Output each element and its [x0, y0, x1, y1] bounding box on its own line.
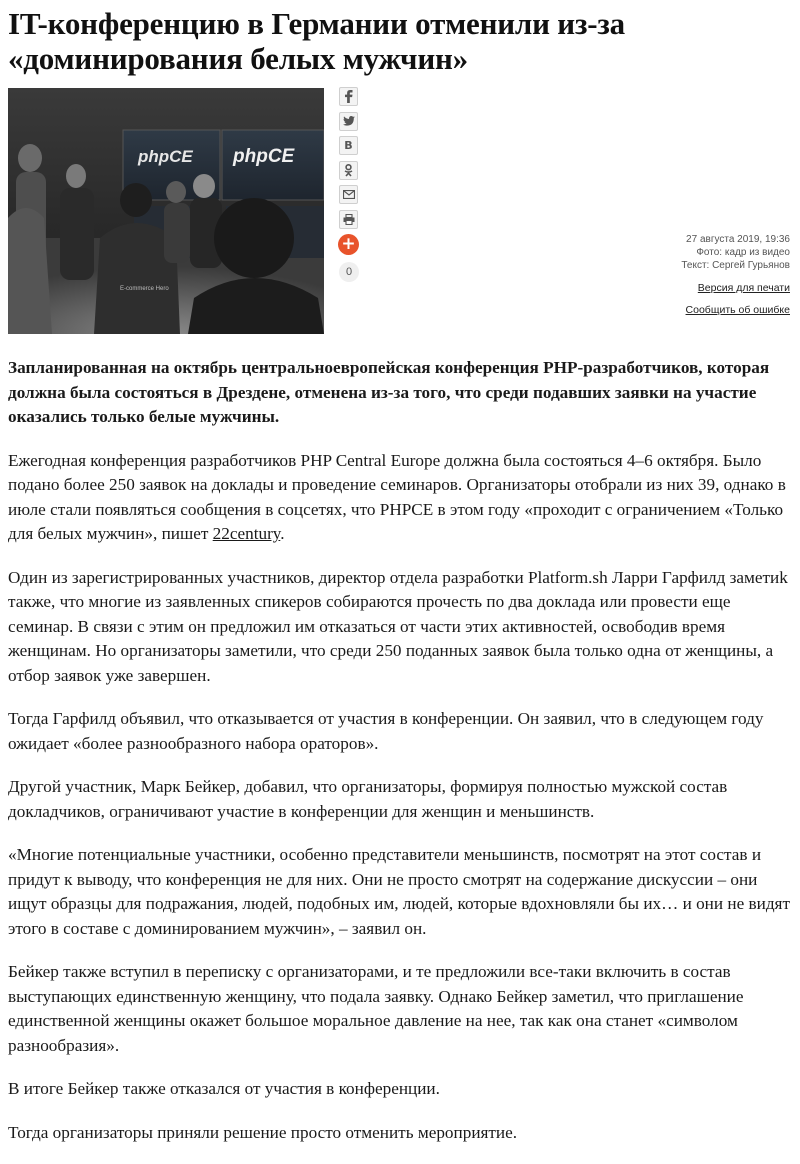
email-icon	[343, 190, 355, 199]
paragraph-1-text: Ежегодная конференция разработчиков PHP Central Europe должна была состояться 4–6 октября. Было подано более 250 заявок на доклады и проведение семинаров. Организаторы отобрали из них 39, однако в июле стали появляться сообщения в соцсетях, что PHPCE в этом году «проходит с ограничением «Только для белых мужчин», пишет	[8, 450, 786, 543]
print-version-link[interactable]: Версия для печати	[697, 282, 790, 294]
paragraph-7: В итоге Бейкер также отказался от участия в конференции.	[8, 1079, 440, 1098]
share-count: 0	[339, 262, 359, 282]
paragraph-4: Другой участник, Марк Бейкер, добавил, что организаторы, формируя полностью мужской состав докладчиков, ограничивают участие в конференции для женщин и меньшинств.	[8, 777, 728, 821]
twitter-share-button[interactable]	[339, 112, 358, 131]
paragraph-8: Тогда организаторы приняли решение просто отменить мероприятие.	[8, 1122, 518, 1142]
facebook-share-button[interactable]	[339, 87, 358, 106]
source-link[interactable]: 22century	[212, 524, 281, 543]
article-meta	[681, 233, 790, 272]
paragraph-2: Один из зарегистрированных участников, директор отдела разработки Platform.sh Ларри Гарфилд заметиk также, что многие из заявленных спикеров собираются прочесть по два доклада или провести еще семинар. В связи с этим он предложил им отказаться от части этих активностей, освободив время женщинам. Но организаторы заметили, что среди 250 поданных заявок была только одна от женщины, а отбор заявок уже завершен.	[8, 567, 788, 685]
conference-photo-image	[8, 88, 324, 334]
article-title: IT-конференцию в Германии отменили из-за «доминирования белых мужчин»	[8, 6, 625, 76]
more-share-button[interactable]	[338, 234, 359, 255]
paragraph-1-end: .	[280, 524, 285, 543]
article-tools	[686, 282, 790, 326]
vk-share-button[interactable]	[339, 136, 358, 155]
print-icon	[343, 214, 355, 225]
article-photo	[8, 88, 324, 334]
facebook-icon	[344, 90, 353, 103]
paragraph-5: «Многие потенциальные участники, особенно представители меньшинств, посмотрят на этот состав и придут к выводу, что конференция не для них. Они не просто смотрят на содержание дискуссии – они ищут образцы для подражания, людей, подобных им, людей, которые вдохновляли бы их… и они не видят этого в составе с доминированием мужчин», – заявил он.	[8, 845, 790, 938]
share-panel	[339, 87, 359, 282]
report-error-link[interactable]: Сообщить об ошибке	[685, 304, 790, 316]
shirt-text: E-commerce Hero	[120, 286, 169, 292]
paragraph-3: Тогда Гарфилд объявил, что отказывается от участия в конференции. Он заявил, что в следующем году ожидает «более разнообразного набора ораторов».	[8, 709, 764, 753]
odnoklassniki-icon	[344, 164, 353, 177]
odnoklassniki-share-button[interactable]	[339, 161, 358, 180]
screen-logo-right: phpCE	[233, 146, 295, 167]
article-lead: Запланированная на октябрь центральноевропейская конференция PHP-разработчиков, которая должна была состояться в Дрездене, отменена из-за того, что среди подавших заявки на участие оказались только белые мужчины.	[8, 358, 770, 426]
screen-logo-left: phpCE	[138, 147, 193, 166]
plus-icon: +	[341, 234, 356, 254]
photo-credit: Фото: кадр из видео	[696, 247, 790, 258]
paragraph-1	[8, 449, 794, 547]
email-share-button[interactable]	[339, 185, 358, 204]
print-share-button[interactable]	[339, 210, 358, 229]
publish-date: 27 августа 2019, 19:36	[686, 234, 790, 245]
paragraph-6: Бейкер также вступил в переписку с организаторами, и те предложили все-таки включить в состав выступающих единственную женщину, что подала заявку. Однако Бейкер заметил, что приглашение единственной женщины окажет большое моральное давление на нее, так как она станет «символом разнообразия».	[8, 962, 744, 1055]
text-credit: Текст: Сергей Гурьянов	[681, 260, 790, 271]
vk-icon: B	[344, 139, 353, 152]
twitter-icon	[343, 116, 355, 126]
article-body	[8, 356, 794, 1164]
